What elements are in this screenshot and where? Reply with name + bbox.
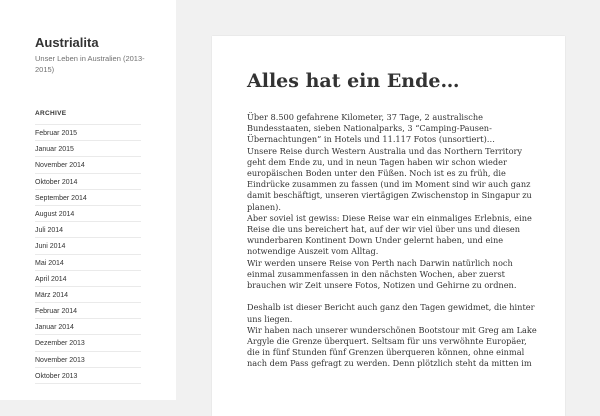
archive-link[interactable]: März 2014 bbox=[35, 291, 69, 299]
archive-link[interactable]: Juli 2014 bbox=[35, 227, 64, 235]
archive-item bbox=[35, 368, 141, 384]
article-paragraph: Aber soviel ist gewiss: Diese Reise war ein einmaliges Erlebnis, eine Reise die uns bereichert hat, auf der wir viel über uns und diesen wunderbaren Kontinent Down Under gelernt haben, und eine notwendige Auszeit vom Alltag. bbox=[247, 212, 532, 257]
archive-link[interactable]: Dezember 2013 bbox=[35, 340, 85, 348]
archive-link[interactable]: November 2013 bbox=[35, 356, 85, 364]
archive-item bbox=[35, 271, 141, 287]
article-paragraph: Unsere Reise durch Western Australia und das Northern Territory geht dem Ende zu, und in neun Tagen haben wir schon wieder europäischen Boden unter den Füßen. Noch ist es zu früh, die Eindrücke zusammen zu fassen (und im Moment sind wir auch ganz damit beschäftigt, unseren viertägigen Zwischenstop in Singapur zu planen). bbox=[247, 145, 532, 212]
archive-link[interactable]: Februar 2014 bbox=[35, 308, 78, 316]
article-title[interactable]: Alles hat ein Ende… bbox=[247, 70, 460, 92]
archive-link[interactable]: November 2014 bbox=[35, 162, 85, 170]
article-card bbox=[212, 36, 565, 416]
archive-link[interactable]: Mai 2014 bbox=[35, 259, 64, 267]
archive-item bbox=[35, 319, 141, 335]
archive-link[interactable]: Oktober 2014 bbox=[35, 178, 78, 186]
archive-link[interactable]: April 2014 bbox=[35, 275, 67, 283]
archive-link[interactable]: Januar 2015 bbox=[35, 146, 74, 154]
sidebar bbox=[0, 0, 176, 400]
archive-item bbox=[35, 222, 141, 238]
archive-item bbox=[35, 174, 141, 190]
archive-link[interactable]: Juni 2014 bbox=[35, 243, 66, 251]
archive-item bbox=[35, 125, 141, 141]
archive-list bbox=[35, 124, 141, 384]
archive-item bbox=[35, 255, 141, 271]
article-paragraph: Wir haben nach unserer wunderschönen Bootstour mit Greg am Lake Argyle die Grenze überquert. Seltsam für uns verwöhnte Europäer, die in fünf Stunden fünf Grenzen überqueren können, ohne einmal nach dem Pass gefragt zu werden. Denn plötzlich steht da mitten im bbox=[247, 324, 537, 369]
archive-link[interactable]: Februar 2015 bbox=[35, 130, 78, 137]
archive-item bbox=[35, 206, 141, 222]
archive-item bbox=[35, 238, 141, 254]
archive-item bbox=[35, 352, 141, 368]
archive-item bbox=[35, 190, 141, 206]
article-paragraph: Über 8.500 gefahrene Kilometer, 37 Tage, 2 australische Bundesstaaten, sieben Nationalparks, 3 “Camping-Pausen-Übernachtungen” in Hotels und 11.117 Fotos (unsortiert)… bbox=[247, 112, 495, 145]
archive-item bbox=[35, 287, 141, 303]
archive-heading: ARCHIVE bbox=[35, 110, 67, 117]
article-content bbox=[247, 112, 537, 370]
archive-item bbox=[35, 141, 141, 157]
article-paragraph: Deshalb ist dieser Bericht auch ganz den Tagen gewidmet, die hinter uns liegen. bbox=[247, 302, 535, 324]
site-title-link[interactable]: Austrialita bbox=[35, 35, 99, 50]
archive-item bbox=[35, 303, 141, 319]
archive-link[interactable]: August 2014 bbox=[35, 210, 75, 218]
archive-link[interactable]: Januar 2014 bbox=[35, 324, 74, 332]
site-description: Unser Leben in Australien (2013-2015) bbox=[35, 54, 145, 74]
archive-link[interactable]: Oktober 2013 bbox=[35, 372, 78, 380]
archive-link[interactable]: September 2014 bbox=[35, 194, 87, 202]
archive-item bbox=[35, 335, 141, 351]
archive-item bbox=[35, 157, 141, 173]
article-paragraph: Wir werden unsere Reise von Perth nach Darwin natürlich noch einmal zusammenfassen in den nächsten Wochen, aber zuerst brauchen wir Zeit unsere Fotos, Notizen und Gehirne zu ordnen. bbox=[247, 257, 517, 291]
